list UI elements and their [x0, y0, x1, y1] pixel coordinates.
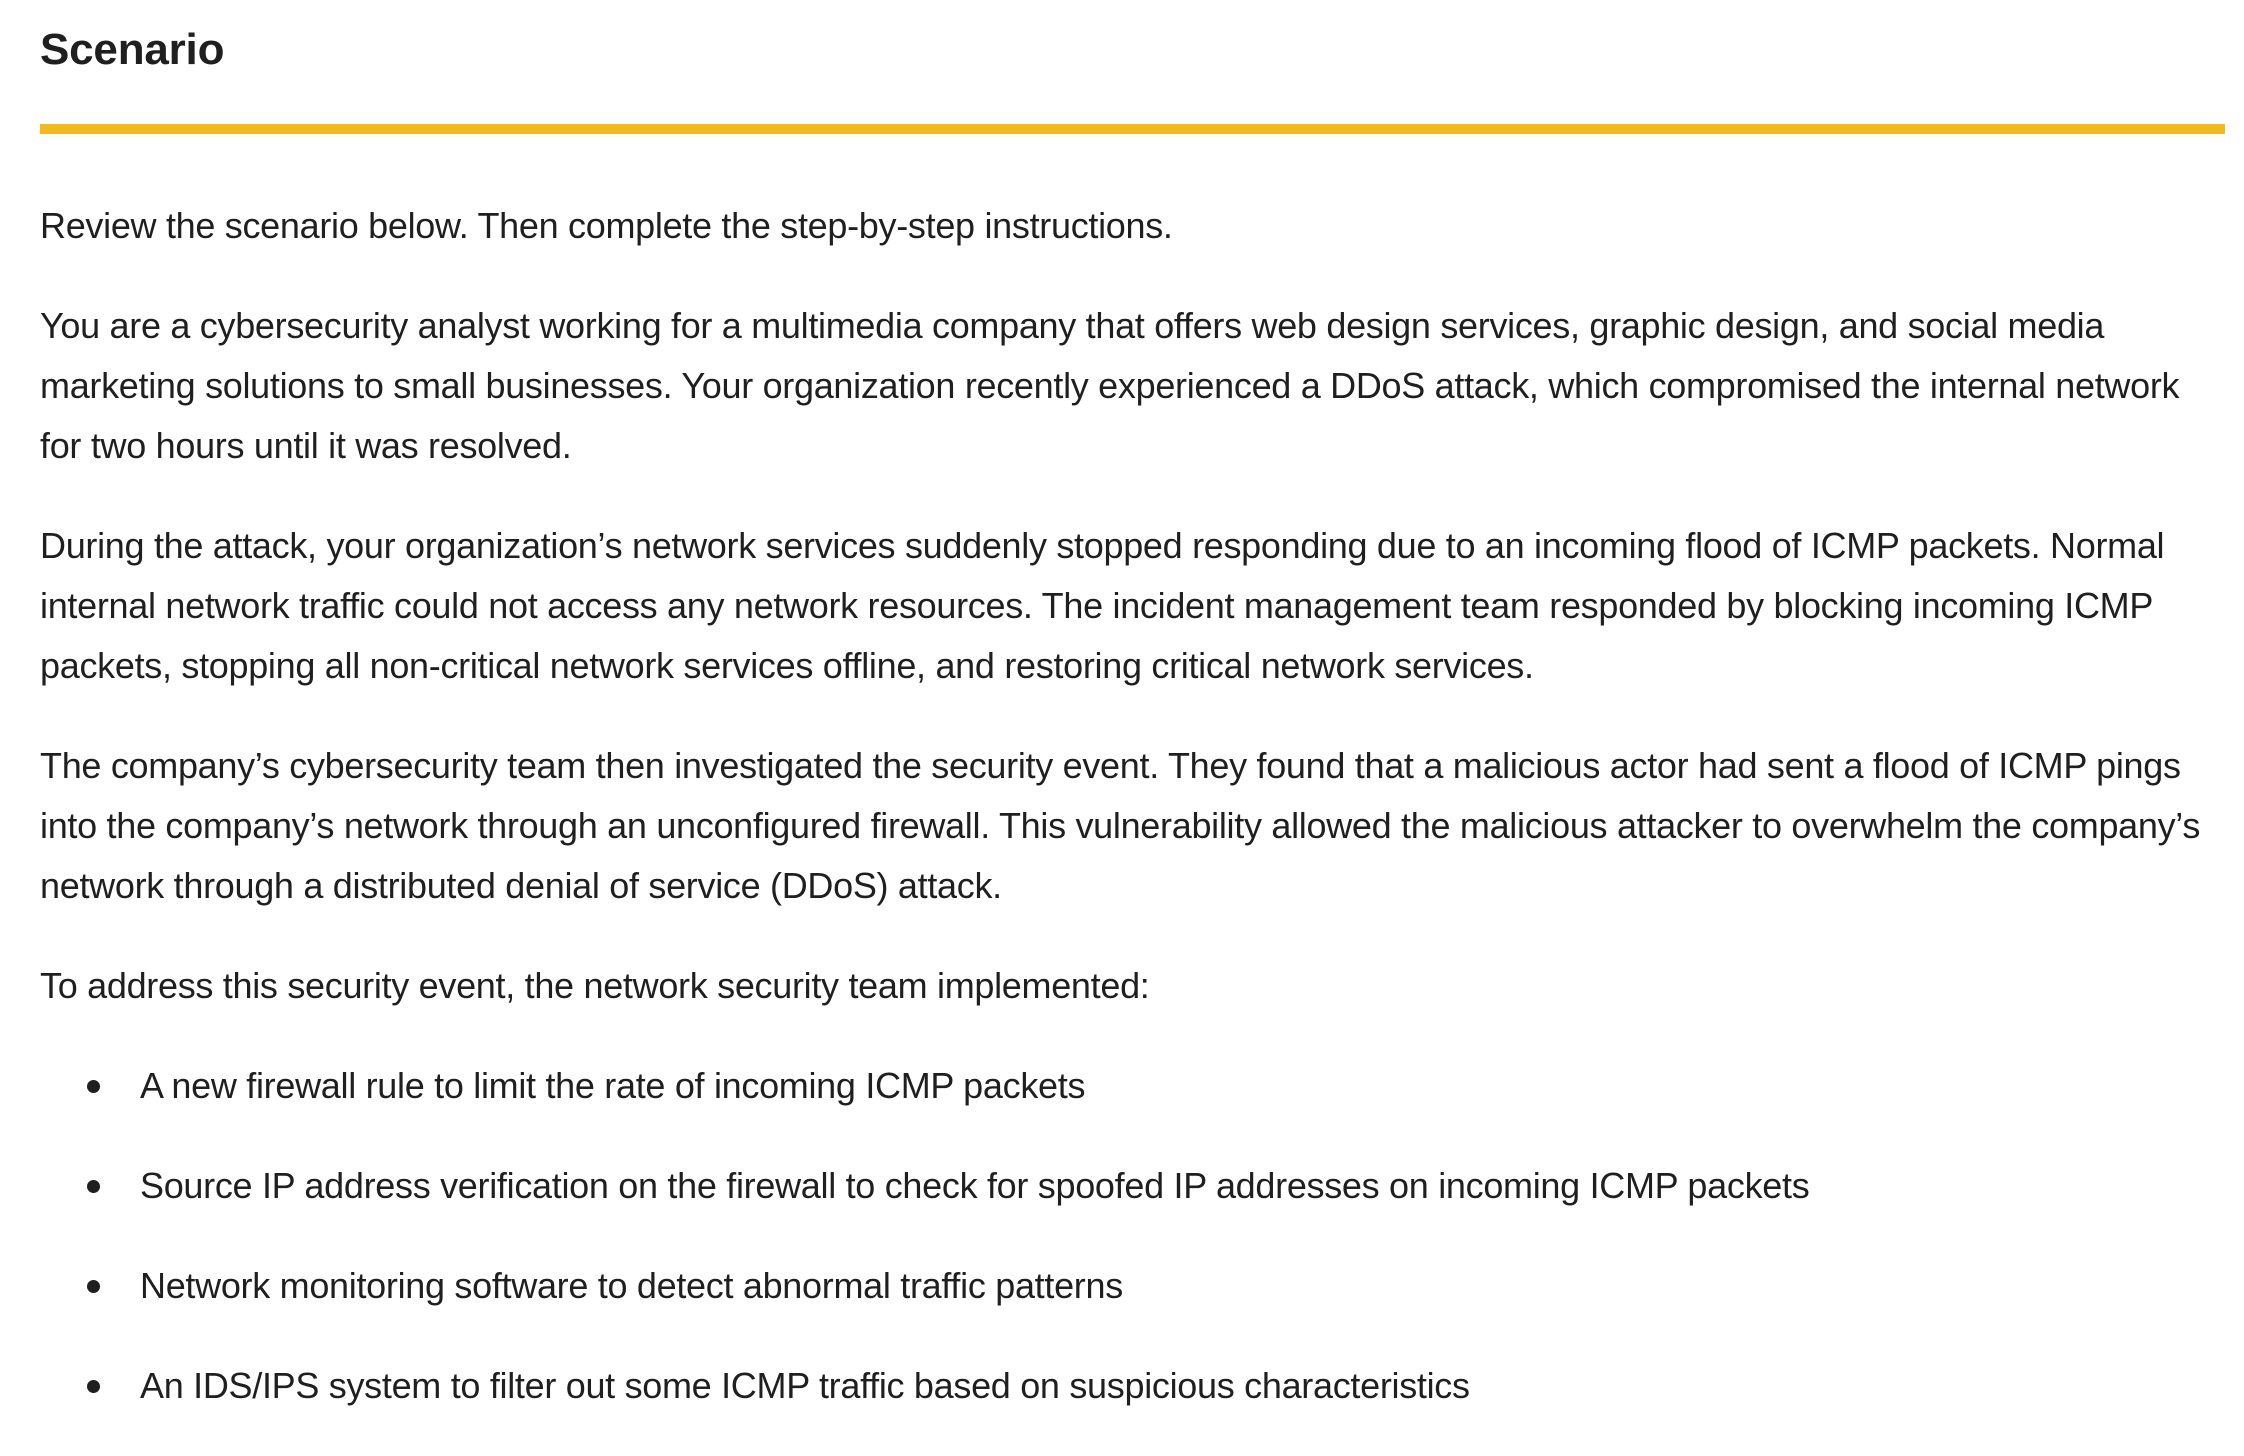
page-title: Scenario: [40, 25, 225, 74]
list-item-text: Source IP address verification on the firewall to check for spoofed IP addresses on incoming ICMP packets: [140, 1165, 1810, 1206]
attack-paragraph: During the attack, your organization’s network services suddenly stopped responding due to an incoming flood of ICMP packets. Normal internal network traffic could not access any network resources. The incident management team responded by blocking incoming ICMP packets, stopping all non-critical network services offline, and restoring critical network services.: [40, 525, 2165, 686]
list-item: [40, 1256, 2230, 1316]
context-paragraph: You are a cybersecurity analyst working for a multimedia company that offers web design services, graphic design, and social media marketing solutions to small businesses. Your organization recently experienced a DDoS attack, which compromised the internal network for two hours until it was resolved.: [40, 305, 2180, 466]
bullet-icon: [87, 1180, 100, 1193]
bullet-icon: [87, 1380, 100, 1393]
bullet-icon: [87, 1080, 100, 1093]
heading-divider: [40, 124, 2225, 134]
response-paragraph: To address this security event, the network security team implemented:: [40, 965, 1150, 1006]
list-item-text: An IDS/IPS system to filter out some ICMP traffic based on suspicious characteristics: [140, 1365, 1470, 1406]
intro-paragraph: Review the scenario below. Then complete the step-by-step instructions.: [40, 205, 1173, 246]
list-item: [40, 1156, 2230, 1216]
bullet-icon: [87, 1280, 100, 1293]
investigation-paragraph: The company’s cybersecurity team then investigated the security event. They found that a malicious actor had sent a flood of ICMP pings into the company’s network through an unconfigured firewall. This vulnerability allowed the malicious attacker to overwhelm the company’s network through a distributed denial of service (DDoS) attack.: [40, 745, 2201, 906]
list-item: [40, 1356, 2230, 1416]
mitigation-list: [40, 1056, 2230, 1416]
list-item-text: A new firewall rule to limit the rate of incoming ICMP packets: [140, 1065, 1086, 1106]
list-item-text: Network monitoring software to detect abnormal traffic patterns: [140, 1265, 1123, 1306]
list-item: [40, 1056, 2230, 1116]
scenario-content: [40, 196, 2230, 1456]
